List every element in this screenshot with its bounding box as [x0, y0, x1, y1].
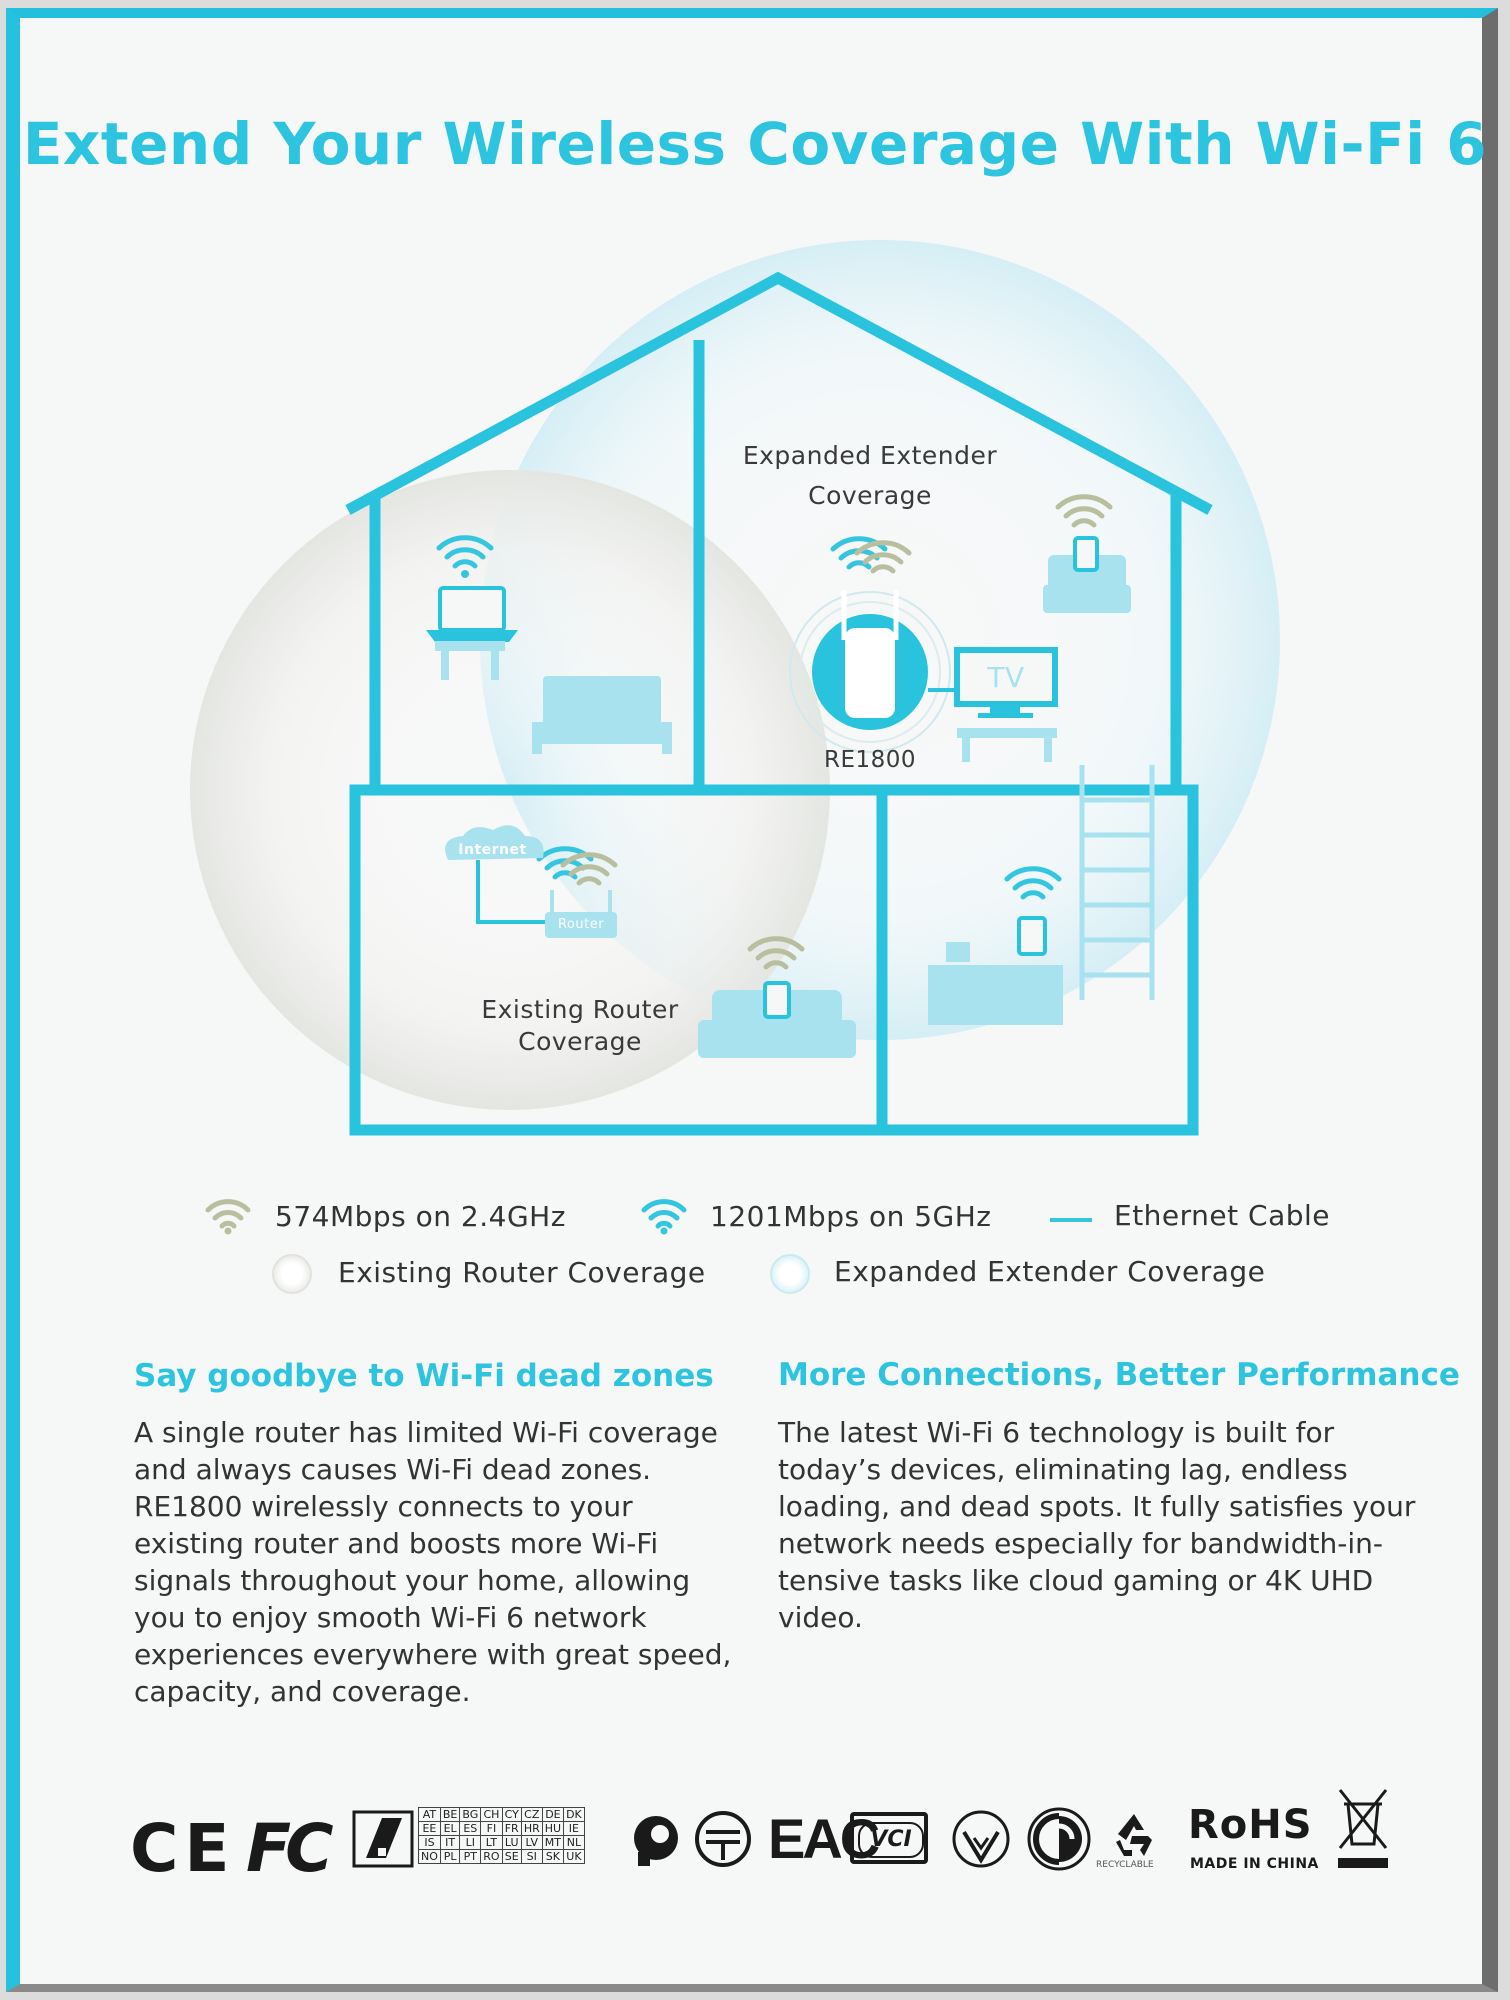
left-line: A single router has limited Wi-Fi coverage	[134, 1416, 718, 1449]
legend-extender-coverage: Expanded Extender Coverage	[834, 1255, 1266, 1288]
router-label: Router	[557, 917, 605, 932]
country-cell: LI	[460, 1836, 481, 1850]
country-cell: LT	[481, 1836, 502, 1850]
country-cell: IT	[440, 1836, 460, 1850]
fcc-mark-icon: FC	[246, 1810, 328, 1887]
country-cell: IS	[419, 1836, 441, 1850]
country-code-grid	[418, 1807, 585, 1864]
vci-mark-icon	[850, 1812, 928, 1864]
notified-body-icon	[352, 1808, 416, 1870]
ce-mark-icon: CE	[130, 1810, 236, 1887]
left-line: RE1800 wirelessly connects to your	[134, 1490, 633, 1523]
headline: Extend Your Wireless Coverage With Wi-Fi 6	[22, 110, 1488, 178]
country-cell: BE	[440, 1808, 460, 1822]
ukraine-mark-icon	[950, 1808, 1012, 1870]
country-cell: SK	[542, 1850, 563, 1864]
country-cell: PL	[440, 1850, 460, 1864]
left-line: existing router and boosts more Wi-Fi	[134, 1527, 659, 1560]
legend-ethernet: Ethernet Cable	[1114, 1199, 1331, 1232]
right-column-body	[778, 1414, 1415, 1636]
right-line: loading, and dead spots. It fully satisfies your	[778, 1490, 1416, 1523]
right-line: today’s devices, eliminating lag, endless	[778, 1453, 1348, 1486]
left-line: and always causes Wi-Fi dead zones.	[134, 1453, 652, 1486]
made-in-china-label: MADE IN CHINA	[1190, 1856, 1319, 1872]
country-cell: EE	[419, 1822, 441, 1836]
country-cell: MT	[542, 1836, 563, 1850]
bed	[532, 676, 672, 754]
left-line: you to enjoy smooth Wi-Fi 6 network	[134, 1601, 647, 1634]
right-line: video.	[778, 1601, 863, 1634]
recyclable-label: RECYCLABLE	[1096, 1860, 1154, 1870]
wifi-5ghz-icon	[636, 1196, 692, 1236]
router-coverage-swatch-icon	[272, 1254, 312, 1294]
left-column-body	[134, 1414, 731, 1710]
rohs-label: RoHS	[1188, 1802, 1313, 1848]
country-cell: NO	[419, 1850, 441, 1864]
country-cell: BG	[460, 1808, 481, 1822]
eac-mark-icon: EAC	[768, 1807, 878, 1870]
country-cell: FI	[481, 1822, 502, 1836]
country-cell: IE	[564, 1822, 585, 1836]
right-line: tensive tasks like cloud gaming or 4K UHD	[778, 1564, 1374, 1597]
recycle-icon	[1108, 1810, 1160, 1860]
country-cell: PT	[460, 1850, 481, 1864]
wifi-24ghz-icon	[200, 1196, 256, 1236]
country-cell: DE	[542, 1808, 563, 1822]
telecom-mark-icon	[692, 1808, 754, 1870]
country-cell: LV	[521, 1836, 542, 1850]
legend-speed-24: 574Mbps on 2.4GHz	[275, 1200, 566, 1233]
extender-coverage-swatch-icon	[770, 1254, 810, 1294]
country-cell: HU	[542, 1822, 563, 1836]
legend-router-coverage: Existing Router Coverage	[338, 1256, 706, 1289]
country-cell: CH	[481, 1808, 502, 1822]
extender-model-label: RE1800	[823, 747, 917, 773]
ethernet-line-icon	[1050, 1218, 1092, 1222]
country-cell: AT	[419, 1808, 441, 1822]
country-cell: RO	[481, 1850, 502, 1864]
country-cell: CZ	[521, 1808, 542, 1822]
country-cell: ES	[460, 1822, 481, 1836]
country-cell: SI	[521, 1850, 542, 1864]
legend-speed-5: 1201Mbps on 5GHz	[710, 1200, 992, 1233]
right-line: network needs especially for bandwidth-in-	[778, 1527, 1384, 1560]
country-cell: NL	[564, 1836, 585, 1850]
expanded-coverage-label-2: Coverage	[808, 481, 932, 510]
green-dot-icon	[1026, 1806, 1092, 1872]
country-cell: SE	[502, 1850, 521, 1864]
internet-label: Internet	[458, 842, 527, 858]
country-cell: CY	[502, 1808, 521, 1822]
country-cell: EL	[440, 1822, 460, 1836]
right-column-title: More Connections, Better Performance	[778, 1357, 1460, 1393]
tv-label: TV	[987, 661, 1025, 694]
router-coverage-label-1: Existing Router	[481, 995, 679, 1024]
left-column-title: Say goodbye to Wi-Fi dead zones	[134, 1358, 714, 1394]
country-cell: FR	[502, 1822, 521, 1836]
country-cell: DK	[564, 1808, 585, 1822]
country-cell: UK	[564, 1850, 585, 1864]
left-line: experiences everywhere with great speed,	[134, 1638, 732, 1671]
country-cell: HR	[521, 1822, 542, 1836]
router-coverage-label-2: Coverage	[518, 1027, 642, 1056]
left-line: signals throughout your home, allowing	[134, 1564, 691, 1597]
anatel-mark-icon	[630, 1808, 682, 1870]
left-line: capacity, and coverage.	[134, 1675, 471, 1708]
vci-label: VCI	[858, 1822, 924, 1858]
country-cell: LU	[502, 1836, 521, 1850]
expanded-coverage-label-1: Expanded Extender	[742, 441, 998, 470]
weee-bin-icon	[1334, 1782, 1392, 1872]
right-line: The latest Wi-Fi 6 technology is built for	[778, 1416, 1335, 1449]
